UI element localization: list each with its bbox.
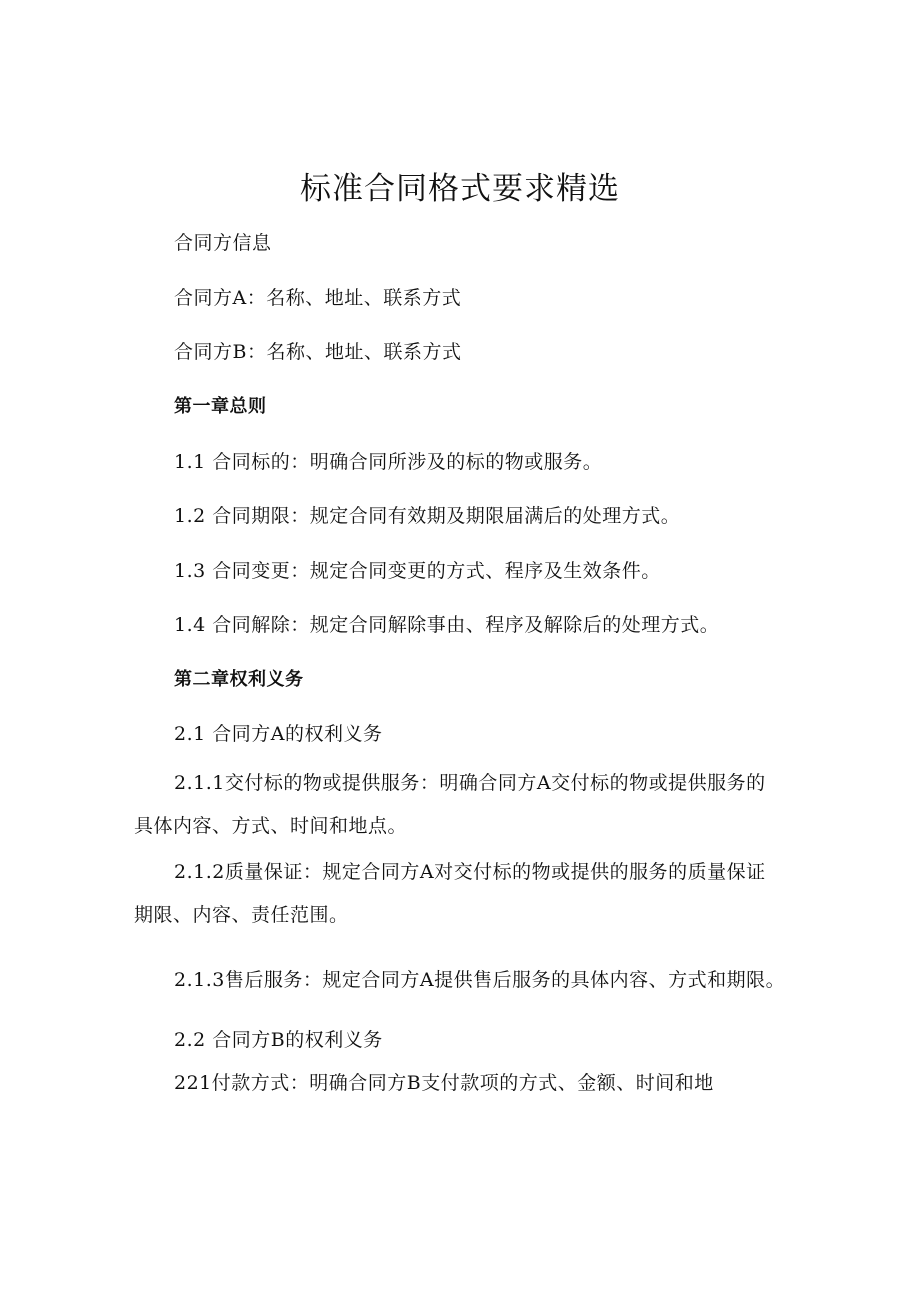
chapter1-heading: 第一章总则	[174, 396, 267, 417]
clause-2-1-3: 2.1.3售后服务：规定合同方A提供售后服务的具体内容、方式和期限。	[174, 969, 786, 991]
clause-2-1-1: 2.1.1交付标的物或提供服务：明确合同方A交付标的物或提供服务的具体内容、方式、时间和地点。	[134, 772, 766, 837]
clause-1-2: 1.2 合同期限：规定合同有效期及期限届满后的处理方式。	[174, 505, 681, 527]
clause-1-4: 1.4 合同解除：规定合同解除事由、程序及解除后的处理方式。	[174, 614, 720, 636]
clause-1-1: 1.1 合同标的：明确合同所涉及的标的物或服务。	[174, 451, 603, 473]
clause-2-1-2: 2.1.2质量保证：规定合同方A对交付标的物或提供的服务的质量保证期限、内容、责任范围。	[134, 861, 766, 926]
clause-2-2-1: 221付款方式：明确合同方B支付款项的方式、金额、时间和地	[174, 1072, 714, 1094]
chapter2-heading: 第二章权利义务	[174, 669, 304, 690]
party-a-info: 合同方A：名称、地址、联系方式	[174, 287, 462, 309]
party-b-info: 合同方B：名称、地址、联系方式	[174, 341, 462, 363]
parties-heading: 合同方信息	[174, 232, 272, 254]
clause-1-3: 1.3 合同变更：规定合同变更的方式、程序及生效条件。	[174, 560, 661, 582]
document-title: 标准合同格式要求精选	[300, 171, 620, 207]
section-2-2-heading: 2.2 合同方B的权利义务	[174, 1029, 383, 1051]
section-2-1-heading: 2.1 合同方A的权利义务	[174, 723, 383, 745]
